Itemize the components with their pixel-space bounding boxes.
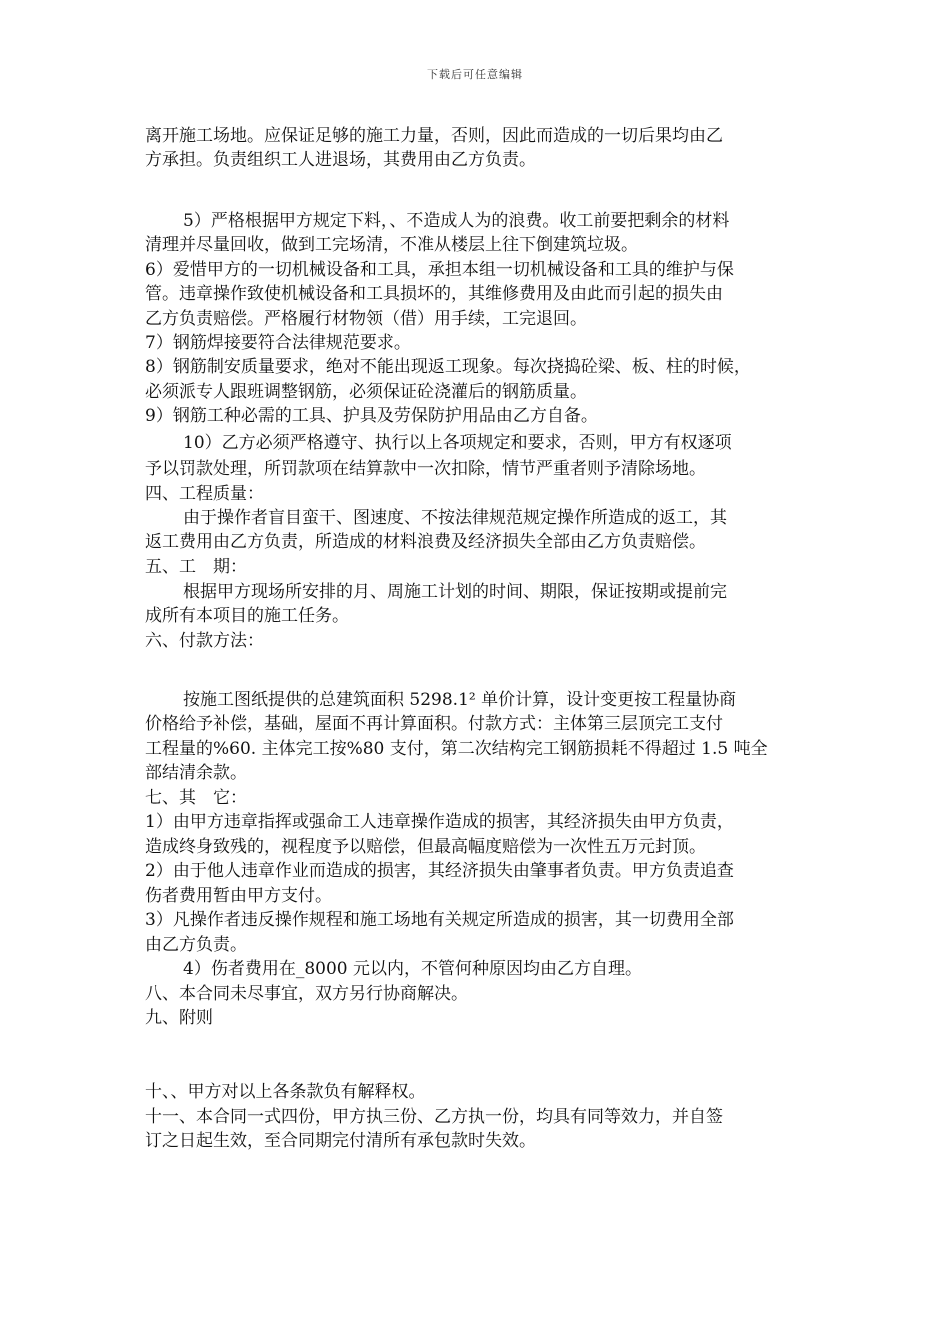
text-line: 返工费用由乙方负责，所造成的材料浪费及经济损失全部由乙方负责赔偿。 (145, 532, 706, 552)
text-line: 10）乙方必须严格遵守、执行以上各项规定和要求，否则，甲方有权逐项 (183, 433, 732, 453)
section-heading: 十、、甲方对以上各条款负有解释权。 (145, 1082, 426, 1102)
text-line: 由于操作者盲目蛮干、图速度、不按法律规范规定操作所造成的返工，其 (183, 508, 727, 528)
text-line: 7）钢筋焊接要符合法律规范要求。 (145, 333, 411, 353)
text-line: 伤者费用暂由甲方支付。 (145, 886, 332, 906)
text-line: 予以罚款处理，所罚款项在结算款中一次扣除，情节严重者则予清除场地。 (145, 459, 706, 479)
text-line: 必须派专人跟班调整钢筋，必须保证砼浇灌后的钢筋质量。 (145, 382, 587, 402)
text-line: 十一、本合同一式四份，甲方执三份、乙方执一份，均具有同等效力，并自签 (145, 1107, 723, 1127)
text-line: 部结清余款。 (145, 763, 247, 783)
section-heading: 五、工 期： (145, 557, 247, 577)
text-line: 成所有本项目的施工任务。 (145, 606, 349, 626)
text-line: 订之日起生效，至合同期完付清所有承包款时失效。 (145, 1131, 536, 1151)
text-line: 由乙方负责。 (145, 935, 247, 955)
page-header: 下载后可任意编辑 (427, 68, 523, 81)
text-line: 9）钢筋工种必需的工具、护具及劳保防护用品由乙方自备。 (145, 406, 598, 426)
text-line: 按施工图纸提供的总建筑面积 5298.1² 单价计算，设计变更按工程量协商 (183, 690, 737, 710)
section-heading: 四、工程质量： (145, 484, 264, 504)
section-heading: 六、付款方法： (145, 631, 264, 651)
text-line: 3）凡操作者违反操作规程和施工场地有关规定所造成的损害，其一切费用全部 (145, 910, 734, 930)
text-line: 造成终身致残的，视程度予以赔偿，但最高幅度赔偿为一次性五万元封顶。 (145, 837, 706, 857)
text-line: 4）伤者费用在_8000 元以内，不管何种原因均由乙方自理。 (183, 959, 642, 979)
text-line: 离开施工场地。应保证足够的施工力量，否则，因此而造成的一切后果均由乙 (145, 126, 723, 146)
text-line: 1）由甲方违章指挥或强命工人违章操作造成的损害，其经济损失由甲方负责， (145, 812, 734, 832)
text-line: 方承担。负责组织工人进退场，其费用由乙方负责。 (145, 150, 536, 170)
text-line: 6）爱惜甲方的一切机械设备和工具，承担本组一切机械设备和工具的维护与保 (145, 260, 734, 280)
text-line: 5）严格根据甲方规定下料，、不造成人为的浪费。收工前要把剩余的材料 (183, 211, 730, 231)
text-line: 工程量的%60. 主体完工按%80 支付，第二次结构完工钢筋损耗不得超过 1.5 吨全 (145, 739, 768, 759)
section-heading: 九、附则 (145, 1008, 213, 1028)
text-line: 清理并尽量回收，做到工完场清，不准从楼层上往下倒建筑垃圾。 (145, 235, 638, 255)
text-line: 2）由于他人违章作业而造成的损害，其经济损失由肇事者负责。甲方负责追查 (145, 861, 734, 881)
section-heading: 七、其 它： (145, 788, 247, 808)
text-line: 乙方负责赔偿。严格履行材物领（借）用手续，工完退回。 (145, 309, 587, 329)
text-line: 管。违章操作致使机械设备和工具损坏的，其维修费用及由此而引起的损失由 (145, 284, 723, 304)
section-heading: 八、本合同未尽事宜，双方另行协商解决。 (145, 984, 468, 1004)
text-line: 8）钢筋制安质量要求，绝对不能出现返工现象。每次挠捣砼梁、板、柱的时候， (145, 357, 751, 377)
text-line: 根据甲方现场所安排的月、周施工计划的时间、期限，保证按期或提前完 (183, 582, 727, 602)
text-line: 价格给予补偿，基础，屋面不再计算面积。付款方式：主体第三层顶完工支付 (145, 714, 723, 734)
